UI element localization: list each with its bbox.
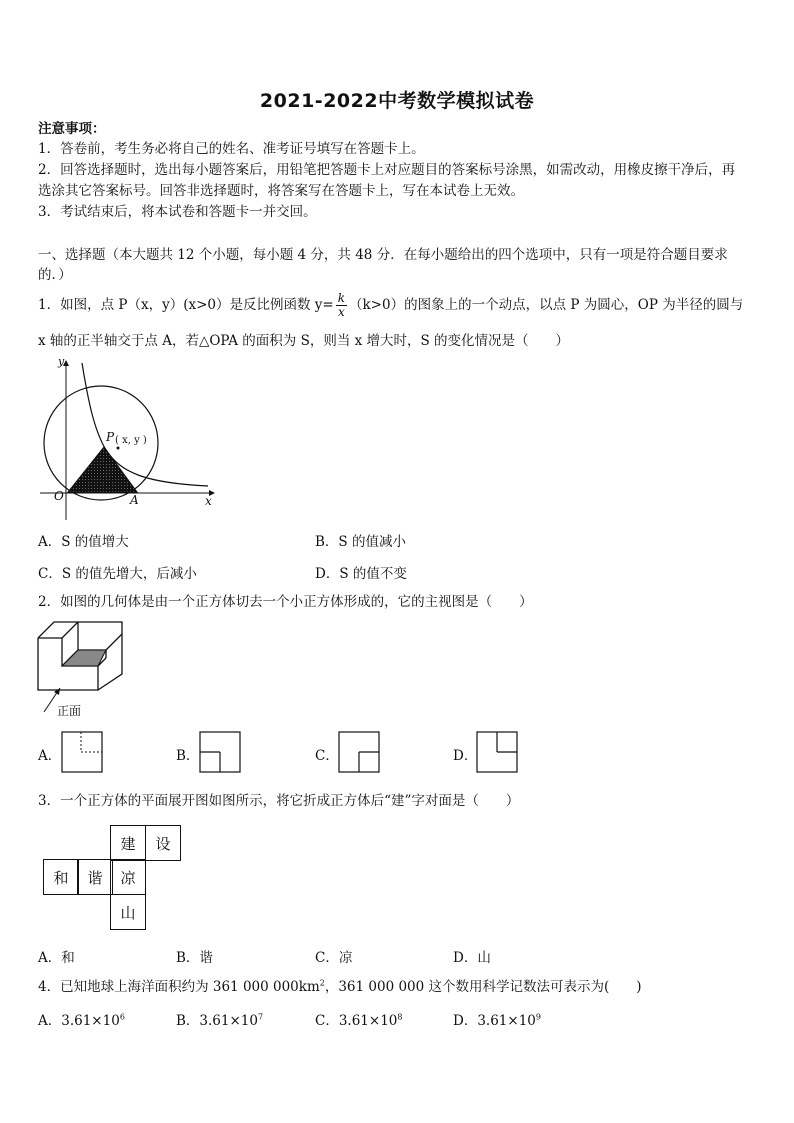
net-cell-shan: 山 [110, 894, 146, 930]
fig1-label-o: O [54, 489, 64, 503]
q2-cube-figure [34, 618, 134, 718]
q2-option-d-figure [476, 731, 518, 773]
q4-stem [38, 977, 642, 997]
q1-option-b[interactable]: B．S 的值减小 [315, 534, 406, 550]
fig1-label-x: x [205, 494, 212, 508]
q4-d-exp: 9 [535, 1012, 541, 1022]
section-heading-line1: 一、选择题（本大题共 12 个小题，每小题 4 分，共 48 分．在每小题给出的四个选项中，只有一项是符合题目要求 [38, 247, 728, 263]
q4-text-post: ，361 000 000 这个数用科学记数法可表示为( ) [324, 979, 642, 995]
q1-frac-den: x [337, 305, 345, 319]
q1-text-pre: 1．如图，点 P（x，y）(x>0）是反比例函数 y= [38, 297, 334, 313]
q2-option-a[interactable]: A． [38, 748, 62, 764]
net-cell-he: 和 [43, 859, 79, 895]
q2-option-d[interactable]: D． [453, 748, 478, 764]
net-cell-xie: 谐 [77, 859, 113, 895]
fig1-label-a: A [130, 493, 139, 507]
q4-c-exp: 8 [397, 1012, 403, 1022]
q1-frac-num: k [337, 291, 345, 305]
q3-option-a[interactable]: A．和 [38, 950, 75, 966]
q1-stem-line1 [38, 292, 743, 319]
notice-item-1: 1．答卷前，考生务必将自己的姓名、准考证号填写在答题卡上。 [38, 141, 425, 157]
q4-b-base: B．3.61×10 [176, 1013, 258, 1029]
p-point-marker [117, 447, 120, 450]
q1-fraction [336, 292, 347, 319]
notice-item-3: 3．考试结束后，将本试卷和答题卡一并交回。 [38, 204, 317, 220]
q2-option-a-figure [61, 731, 103, 773]
q4-option-d[interactable] [453, 1009, 541, 1029]
q2-option-c[interactable]: C． [315, 748, 339, 764]
net-cell-she: 设 [145, 825, 181, 861]
q4-c-base: C．3.61×10 [315, 1013, 398, 1029]
q4-text-pre: 4．已知地球上海洋面积约为 361 000 000km [38, 979, 320, 995]
fig1-label-p-coords: ( x, y ) [115, 435, 147, 446]
q2-option-b-figure [199, 731, 241, 773]
net-cell-liang: 凉 [110, 859, 146, 895]
fig1-label-p: P [106, 430, 115, 444]
q3-option-d[interactable]: D．山 [453, 950, 491, 966]
q4-d-base: D．3.61×10 [453, 1013, 536, 1029]
q4-option-a[interactable] [38, 1009, 125, 1029]
q1-text-post: （k>0）的图象上的一个动点，以点 P 为圆心，OP 为半径的圆与 [349, 297, 744, 313]
q1-option-d[interactable]: D．S 的值不变 [315, 566, 407, 582]
fig1-label-y: y [58, 355, 65, 368]
q4-text-sup: 2 [319, 978, 325, 988]
q1-option-c[interactable]: C．S 的值先增大，后减小 [38, 566, 197, 582]
q4-a-base: A．3.61×10 [38, 1013, 120, 1029]
q1-stem-line2: x 轴的正半轴交于点 A，若△OPA 的面积为 S，则当 x 增大时，S 的变化情况是（ ） [38, 333, 570, 349]
q4-option-b[interactable] [176, 1009, 263, 1029]
front-view-label: 正面 [57, 704, 82, 718]
q2-option-b[interactable]: B． [176, 748, 200, 764]
q4-a-exp: 6 [119, 1012, 125, 1022]
notice-heading: 注意事项： [38, 121, 106, 137]
q2-option-c-figure [338, 731, 380, 773]
q4-b-exp: 7 [257, 1012, 264, 1022]
q3-stem: 3．一个正方体的平面展开图如图所示，将它折成正方体后“建”字对面是（ ） [38, 793, 520, 809]
q1-option-a[interactable]: A．S 的值增大 [38, 534, 129, 550]
q2-stem: 2．如图的几何体是由一个正方体切去一个小正方体形成的，它的主视图是（ ） [38, 594, 533, 610]
q3-option-c[interactable]: C．凉 [315, 950, 353, 966]
net-cell-jian: 建 [110, 825, 146, 861]
page-title: 2021-2022中考数学模拟试卷 [259, 90, 535, 112]
notice-item-2b: 选涂其它答案标号。回答非选择题时，将答案写在答题卡上，写在本试卷上无效。 [38, 183, 524, 199]
section-heading-line2: 的．） [38, 267, 72, 283]
notice-item-2a: 2．回答选择题时，选出每小题答案后，用铅笔把答题卡上对应题目的答案标号涂黑，如需改动，用橡皮擦干净后，再 [38, 162, 736, 178]
q3-option-b[interactable]: B．谐 [176, 950, 213, 966]
q4-option-c[interactable] [315, 1009, 402, 1029]
